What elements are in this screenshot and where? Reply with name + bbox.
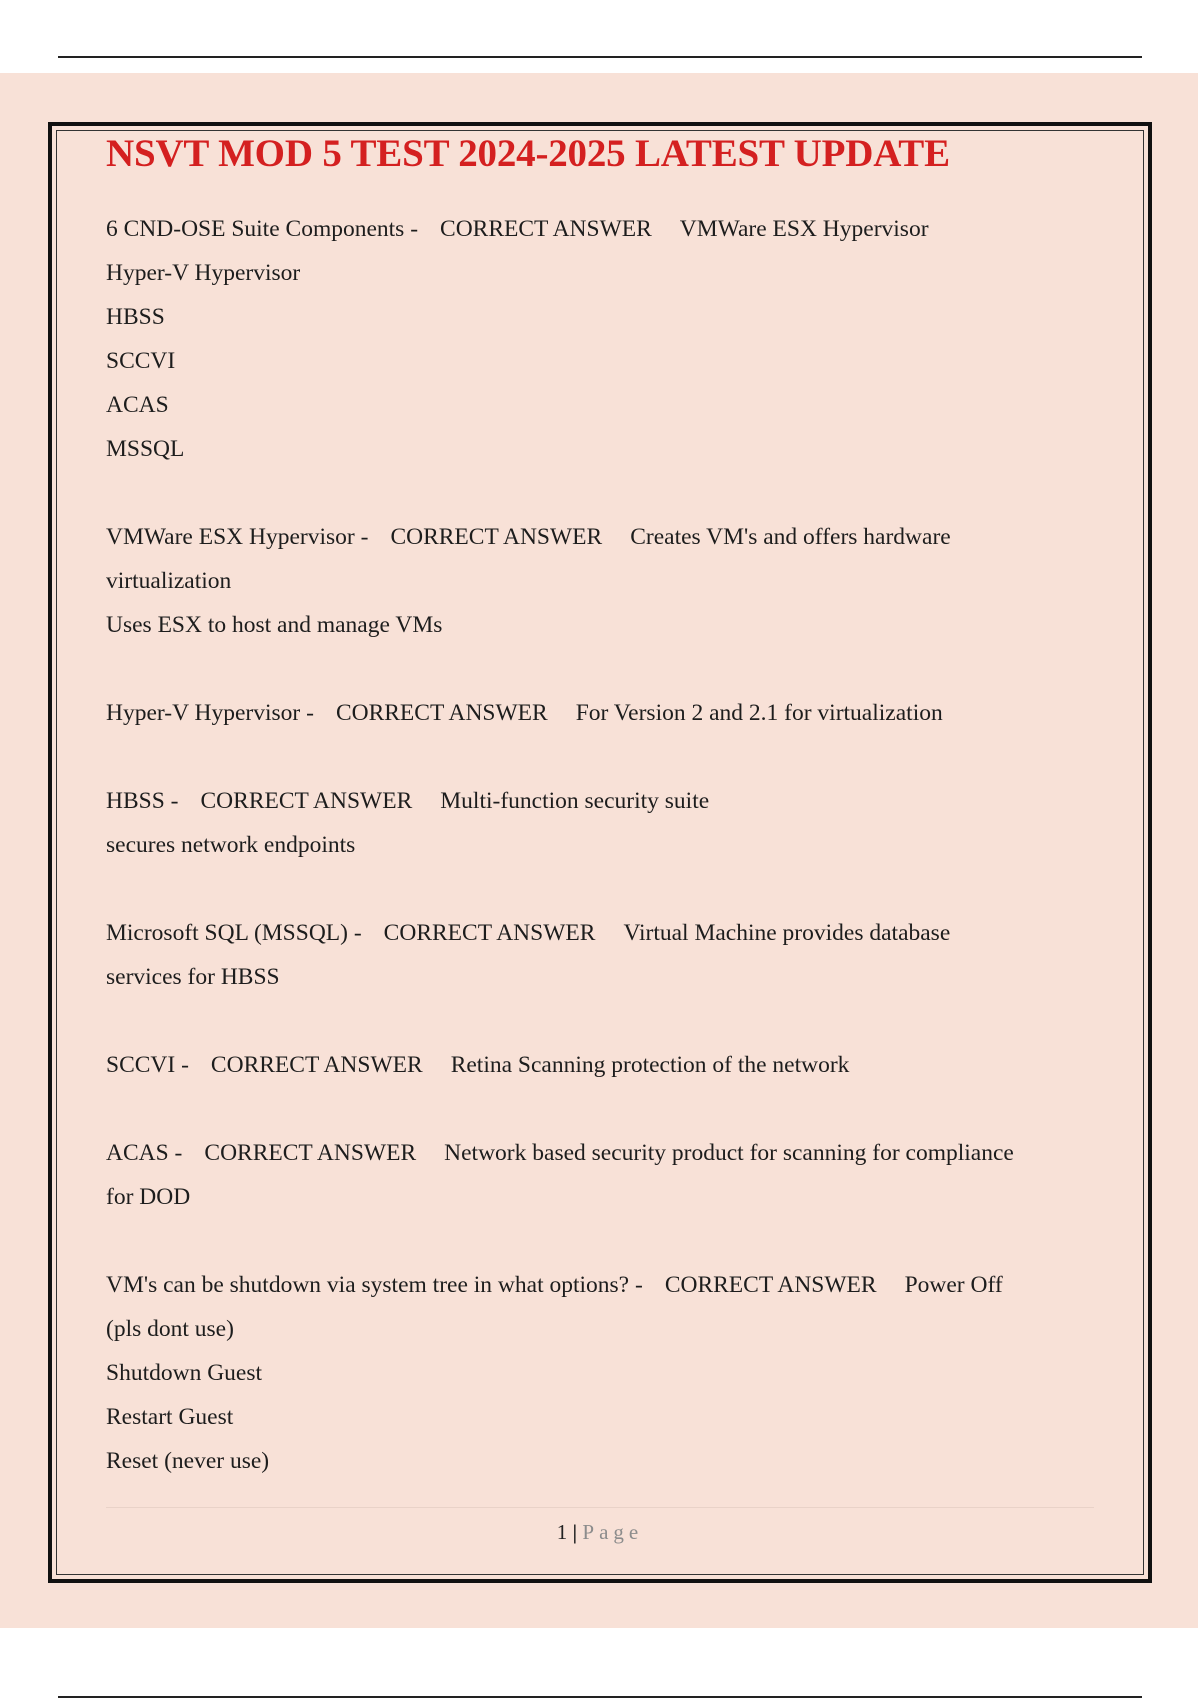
question-text: VMWare ESX Hypervisor - — [106, 524, 369, 550]
qa-first-line — [106, 1043, 1106, 1087]
correct-answer-marker: CORRECT ANSWER — [210, 1052, 423, 1078]
header-rule — [58, 56, 1142, 58]
answer-continuation-line: Hyper-V Hypervisor — [106, 260, 301, 286]
answer-continuation-line: Shutdown Guest — [106, 1360, 263, 1386]
correct-answer-marker: CORRECT ANSWER — [200, 788, 413, 814]
qa-first-line — [106, 691, 1106, 735]
qa-first-line — [106, 1131, 1106, 1175]
answer-text: Power Off — [904, 1272, 1003, 1298]
page-footer — [0, 1520, 1200, 1545]
qa-entry — [106, 207, 1106, 471]
answer-text: VMWare ESX Hypervisor — [679, 216, 929, 242]
answer-continuation-line: for DOD — [106, 1184, 191, 1210]
answer-continuation-line: services for HBSS — [106, 964, 280, 990]
page-number: 1 — [556, 1520, 568, 1544]
answer-continuation-line: (pls dont use) — [106, 1316, 234, 1342]
answer-continuation-line: Uses ESX to host and manage VMs — [106, 612, 443, 638]
page-label: Page — [582, 1520, 644, 1544]
answer-continuation-line: HBSS — [106, 304, 165, 330]
answer-text: Multi-function security suite — [440, 788, 710, 814]
question-text: VM's can be shutdown via system tree in what options? - — [106, 1272, 643, 1298]
answer-text: Creates VM's and offers hardware — [630, 524, 951, 550]
answer-continuation-line: ACAS — [106, 392, 169, 418]
qa-first-line — [106, 1263, 1106, 1307]
answer-continuation-line: MSSQL — [106, 436, 185, 462]
qa-entry — [106, 911, 1106, 999]
correct-answer-marker: CORRECT ANSWER — [383, 920, 596, 946]
question-text: Hyper-V Hypervisor - — [106, 700, 314, 726]
answer-continuation-line: Restart Guest — [106, 1404, 234, 1430]
answer-continuation-line: virtualization — [106, 568, 232, 594]
question-text: ACAS - — [106, 1140, 183, 1166]
correct-answer-marker: CORRECT ANSWER — [664, 1272, 877, 1298]
question-text: SCCVI - — [106, 1052, 189, 1078]
qa-first-line — [106, 515, 1106, 559]
qa-first-line — [106, 779, 1106, 823]
qa-first-line — [106, 207, 1106, 251]
answer-continuation-line: secures network endpoints — [106, 832, 356, 858]
qa-entry — [106, 691, 1106, 735]
qa-entry — [106, 1131, 1106, 1219]
answer-continuation-line: SCCVI — [106, 348, 176, 374]
document-title: NSVT MOD 5 TEST 2024-2025 LATEST UPDATE — [106, 132, 950, 175]
answer-text: Retina Scanning protection of the network — [450, 1052, 850, 1078]
page-separator: | — [572, 1520, 578, 1544]
question-text: Microsoft SQL (MSSQL) - — [106, 920, 362, 946]
answer-text: For Version 2 and 2.1 for virtualization — [575, 700, 943, 726]
answer-text: Network based security product for scanning for compliance — [444, 1140, 1014, 1166]
qa-entry — [106, 515, 1106, 647]
correct-answer-marker: CORRECT ANSWER — [204, 1140, 417, 1166]
question-text: 6 CND-OSE Suite Components - — [106, 216, 419, 242]
correct-answer-marker: CORRECT ANSWER — [335, 700, 548, 726]
qa-list — [106, 207, 1106, 1483]
qa-entry — [106, 1263, 1106, 1483]
qa-entry — [106, 779, 1106, 867]
footer-bottom-rule — [58, 1696, 1142, 1698]
qa-first-line — [106, 911, 1106, 955]
correct-answer-marker: CORRECT ANSWER — [390, 524, 603, 550]
answer-continuation-line: Reset (never use) — [106, 1448, 270, 1474]
document-content — [106, 128, 1106, 1527]
answer-text: Virtual Machine provides database — [623, 920, 951, 946]
qa-entry — [106, 1043, 1106, 1087]
correct-answer-marker: CORRECT ANSWER — [440, 216, 652, 242]
footer-rule — [106, 1507, 1094, 1508]
question-text: HBSS - — [106, 788, 179, 814]
